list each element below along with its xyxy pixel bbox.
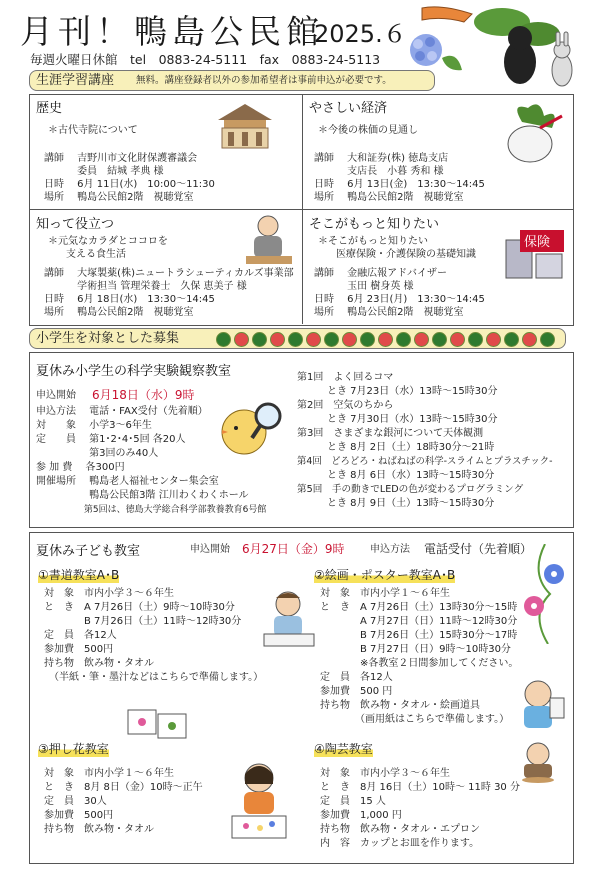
class-line: B 7月26日（土）11時～12時30分 <box>44 616 242 627</box>
watermelon-icon <box>540 332 555 347</box>
summer-title: 夏休み子ども教室 <box>36 544 141 559</box>
course-topic: ＊そこがもっと知りたい <box>318 236 428 247</box>
watermelon-icon <box>324 332 339 347</box>
class-line: と き A 7月26日（土）13時30分～15時 <box>320 602 518 613</box>
watermelon-icon <box>270 332 285 347</box>
class-line: 持ち物 飲み物・タオル・絵画道具 <box>320 700 480 711</box>
lifelong-band <box>29 70 435 91</box>
class-line: 持ち物 飲み物・タオル <box>44 658 154 669</box>
watermelon-icon <box>288 332 303 347</box>
carp-streamer-icon <box>422 7 472 22</box>
hydrangea-icon <box>410 34 462 70</box>
class-title: ④陶芸教室 <box>314 742 373 756</box>
calligraphy-child-icon <box>260 588 318 652</box>
course-line: 玉田 樹身英 様 <box>314 281 414 292</box>
watermelon-icon <box>360 332 375 347</box>
morning-glory-icon <box>520 544 570 644</box>
science-detail: 定 員 第1･2･4･5回 各20人 <box>36 434 186 445</box>
course-topic: ＊古代寺院について <box>48 125 138 136</box>
science-session: 第2回 空気のちから <box>297 400 394 411</box>
grid-divider-h <box>29 209 574 210</box>
insurance-building-icon <box>502 226 568 280</box>
class-line: 対 象 市内小学１～６年生 <box>320 588 450 599</box>
science-session: とき 7月23日（水）13時～15時30分 <box>297 386 498 397</box>
class-line: A 7月27日（日）11時～12時30分 <box>320 616 518 627</box>
painting-child-icon <box>512 676 568 736</box>
watermelon-icon <box>468 332 483 347</box>
watermelon-icon <box>432 332 447 347</box>
science-detail: 第3回のみ40人 <box>36 448 159 459</box>
watermelon-icon <box>378 332 393 347</box>
class-line: 対 象 市内小学３～６年生 <box>44 588 174 599</box>
class-line: ※各教室２日間参加してください。 <box>320 658 519 669</box>
class-title: ②絵画・ポスター教室A･B <box>314 568 456 582</box>
course-line: 学術担当 管理栄養士 久保 恵美子 様 <box>44 281 247 292</box>
watermelon-icon <box>234 332 249 347</box>
watermelon-icon <box>306 332 321 347</box>
watermelon-icon <box>486 332 501 347</box>
course-line: 日時 6月 23日(月) 13:30～14:45 <box>314 294 485 305</box>
science-start-value: 6月18日（水）9時 <box>92 388 195 402</box>
issue-date: 2025.６ <box>314 20 407 48</box>
svg-text:保険: 保険 <box>524 235 551 250</box>
class-line: B 7月26日（土）15時30分～17時 <box>320 630 518 641</box>
watermelon-icon <box>342 332 357 347</box>
course-line: 場所 鴨島公民館2階 視聴覚室 <box>44 192 194 203</box>
watermelon-icon <box>216 332 231 347</box>
class-line: 定 員 15 人 <box>320 796 386 807</box>
course-topic-2: 支える食生活 <box>66 249 126 260</box>
science-session: とき 8月 6日（水）13時～15時30分 <box>297 470 495 481</box>
course-line: 講師 大塚製薬(株)ニュートラシューティカルズ事業部 <box>44 268 294 279</box>
science-session: 第3回 さまざまな銀河について天体観測 <box>297 428 484 439</box>
pottery-child-icon <box>514 740 564 784</box>
course-line: 日時 6月 13日(金) 13:30～14:45 <box>314 179 485 190</box>
course-line: 講師 大和証券(株) 徳島支店 <box>314 153 449 164</box>
class-line: 対 象 市内小学３～６年生 <box>320 768 450 779</box>
radish-icon <box>500 102 570 168</box>
science-session: 第5回 手の動きでLEDの色が変わるプログラミング <box>297 484 524 495</box>
course-title: 知って役立つ <box>36 217 115 232</box>
contact-line: 毎週火曜日休館 tel 0883-24-5111 fax 0883-24-5113 <box>30 52 381 67</box>
class-line: 参加費 500円 <box>44 810 114 821</box>
kids-band <box>29 328 566 349</box>
class-line: 定 員 各12人 <box>320 672 393 683</box>
lifelong-label: 生涯学習講座 <box>36 73 115 88</box>
bear-icon <box>504 26 536 84</box>
class-line: 定 員 各12人 <box>44 630 117 641</box>
class-line: と き 8月 8日（金）10時～正午 <box>44 782 203 793</box>
course-topic-2: 医療保険・介護保険の基礎知識 <box>336 249 476 260</box>
science-session: とき 8月 2日（土）18時30分～21時 <box>297 442 495 453</box>
class-line: （半紙・筆・墨汁などはこちらで準備します。） <box>44 672 264 683</box>
course-topic: ＊今後の株価の見通し <box>318 125 418 136</box>
class-line: と き A 7月26日（土）9時～10時30分 <box>44 602 235 613</box>
course-line: 講師 吉野川市文化財保護審議会 <box>44 153 198 164</box>
class-line: 参加費 1,000 円 <box>320 810 402 821</box>
course-line: 日時 6月 18日(水) 13:30～14:45 <box>44 294 215 305</box>
class-line: 定 員 30人 <box>44 796 107 807</box>
course-title: 歴史 <box>36 101 63 116</box>
course-line: 日時 6月 11日(水) 10:00～11:30 <box>44 179 215 190</box>
summer-start-label: 申込開始 <box>190 544 230 555</box>
science-detail: 第5回は、徳島大学総合科学部教養教育6号館 <box>36 505 267 515</box>
watermelon-icon <box>252 332 267 347</box>
kids-band-label: 小学生を対象とした募集 <box>36 331 180 346</box>
pressed-flower-frames-icon <box>124 706 194 746</box>
watermelon-icon <box>414 332 429 347</box>
class-line: 参加費 500円 <box>44 644 114 655</box>
elder-eating-icon <box>240 212 298 268</box>
science-title: 夏休み小学生の科学実験観察教室 <box>36 364 232 379</box>
summer-method-label: 申込方法 <box>370 544 410 555</box>
class-line: B 7月27日（日）9時～10時30分 <box>320 644 511 655</box>
chick-magnifier-icon <box>218 396 286 458</box>
class-line: と き 8月 16日（土）10時～ 11時 30 分 <box>320 782 520 793</box>
course-line: 場所 鴨島公民館2階 視聴覚室 <box>314 307 464 318</box>
class-line: 対 象 市内小学１～６年生 <box>44 768 174 779</box>
watermelon-icon <box>396 332 411 347</box>
summer-start-value: 6月27日（金）9時 <box>242 542 345 556</box>
class-title: ①書道教室A･B <box>38 568 120 582</box>
course-line: 場所 鴨島公民館2階 視聴覚室 <box>44 307 194 318</box>
science-session: とき 8月 9日（土）13時～15時30分 <box>297 498 495 509</box>
science-detail: 参 加 費 各300円 <box>36 462 125 473</box>
summer-method-value: 電話受付（先着順） <box>424 542 533 556</box>
course-line: 支店長 小暮 秀和 様 <box>314 166 444 177</box>
watermelon-row <box>216 332 555 347</box>
course-title: やさしい経済 <box>309 101 388 116</box>
science-session: 第4回 どろどろ・ねばねばの科学-スライムとプラスチック- <box>297 456 553 467</box>
page-title: 月刊！鴨島公民館 <box>20 12 324 51</box>
course-line: 場所 鴨島公民館2階 視聴覚室 <box>314 192 464 203</box>
class-line: 持ち物 飲み物・タオル・エプロン <box>320 824 480 835</box>
watermelon-icon <box>450 332 465 347</box>
temple-icon <box>214 100 276 154</box>
science-detail: 申込方法 電話・FAX受付（先着順） <box>36 406 208 417</box>
pressed-flower-child-icon <box>226 756 292 846</box>
lifelong-note: 無料。講座登録者以外の参加希望者は事前申込が必要です。 <box>136 75 392 86</box>
class-line: （画用紙はこちらで準備します。） <box>320 714 510 725</box>
science-detail: 開催場所 鴨島老人福祉センター集会室 <box>36 476 219 487</box>
course-title: そこがもっと知りたい <box>309 217 440 232</box>
class-line: 参加費 500 円 <box>320 686 393 697</box>
class-line: 持ち物 飲み物・タオル <box>44 824 154 835</box>
course-topic: ＊元気なカラダとココロを <box>48 236 168 247</box>
science-session: 第1回 よく回るコマ <box>297 372 394 383</box>
science-start-label: 申込開始 <box>36 390 76 401</box>
science-session: とき 7月30日（水）13時～15時30分 <box>297 414 498 425</box>
course-line: 委員 結城 孝典 様 <box>44 166 164 177</box>
class-line: 内 容 カップとお皿を作ります。 <box>320 838 480 849</box>
science-detail: 鴨島公民館3階 江川わくわくホール <box>36 490 249 501</box>
course-line: 講師 金融広報アドバイザー <box>314 268 447 279</box>
watermelon-icon <box>504 332 519 347</box>
science-detail: 対 象 小学3～6年生 <box>36 420 152 431</box>
watermelon-icon <box>522 332 537 347</box>
class-title: ③押し花教室 <box>38 742 109 756</box>
